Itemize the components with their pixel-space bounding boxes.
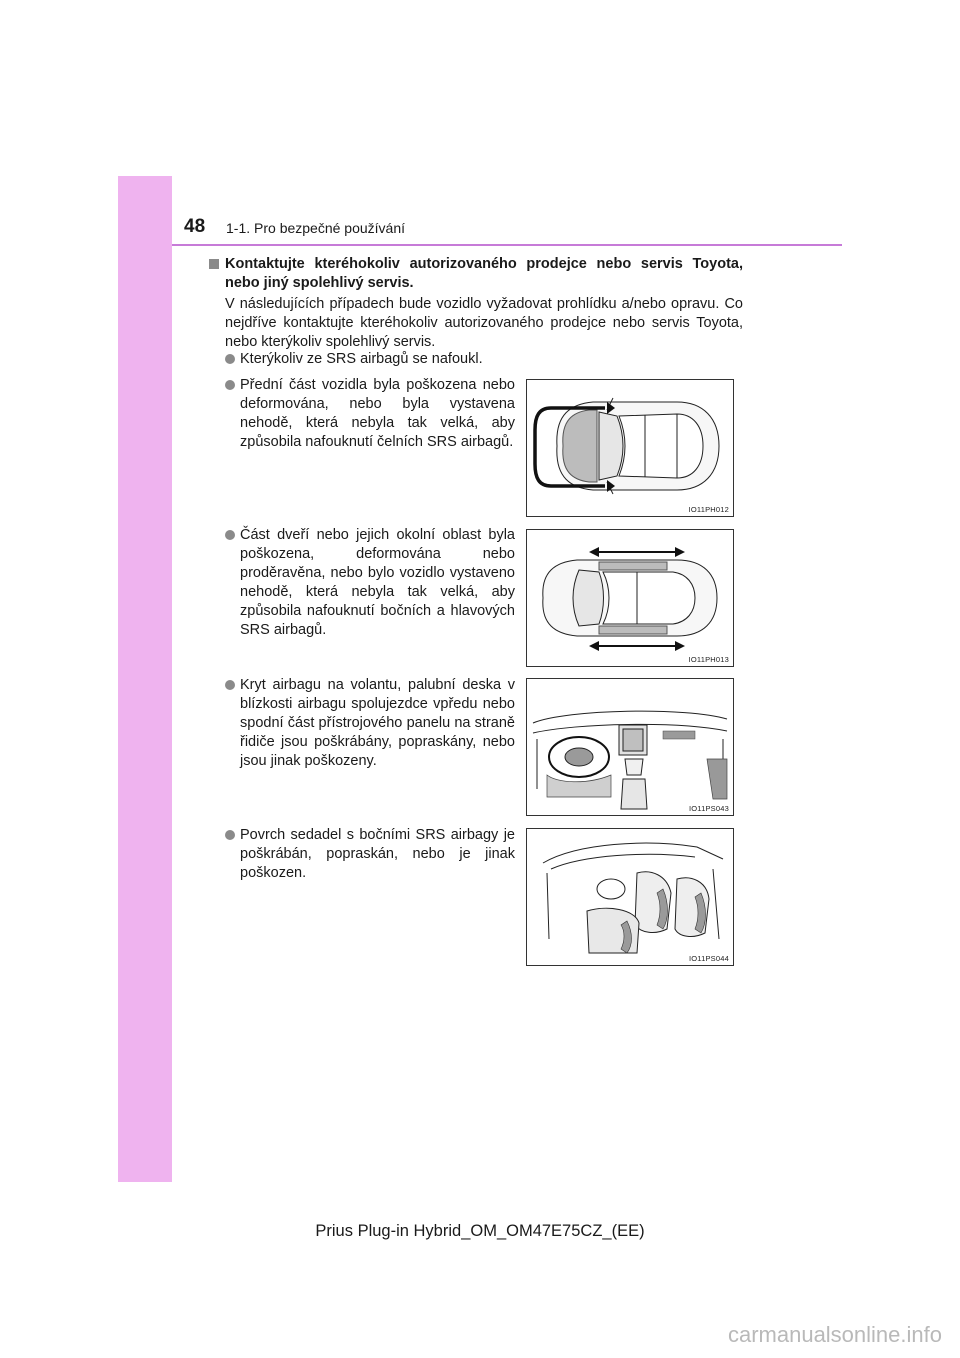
page-number: 48	[184, 216, 206, 237]
list-item	[225, 350, 743, 369]
figure-seats	[526, 828, 734, 966]
figure-front-damage	[526, 379, 734, 517]
car-top-view-illustration	[527, 380, 733, 516]
round-bullet-icon	[225, 380, 235, 390]
section-title: 1-1. Pro bezpečné používání	[226, 220, 406, 236]
list-item-text: Kterýkoliv ze SRS airbagů se nafoukl.	[240, 351, 483, 367]
list-item	[225, 526, 515, 640]
watermark: carmanualsonline.info	[727, 1322, 942, 1347]
page-footer: Prius Plug-in Hybrid_OM_OM47E75CZ_(EE)	[315, 1222, 645, 1240]
figure-dashboard	[526, 678, 734, 816]
figure-code: IO11PS044	[688, 954, 729, 963]
round-bullet-icon	[225, 530, 235, 540]
figure-code: IO11PH012	[688, 505, 729, 514]
seats-illustration	[527, 829, 733, 965]
list-item-text: Část dveří nebo jejich okolní oblast byla poškozena, deformována nebo proděravěna, nebo bylo vozidlo vystaveno nehodě, která nebyla tak velká, aby způsobila nafouknutí bočních a hlavových SRS airbagů.	[240, 527, 515, 638]
header-rule	[172, 244, 842, 246]
list-item-text: Kryt airbagu na volantu, palubní deska v blízkosti airbagu spolujezdce vpředu nebo spodní část přístrojového panelu na straně řidiče jsou poškrábány, popraskány, nebo jsou jinak poškozeny.	[240, 677, 515, 769]
heading-text: Kontaktujte kteréhokoliv autorizovaného prodejce nebo servis Toyota, nebo jiný spolehlivý servis.	[225, 256, 743, 291]
list-item	[225, 676, 515, 771]
figure-side-damage	[526, 529, 734, 667]
round-bullet-icon	[225, 354, 235, 364]
intro-paragraph: V následujících případech bude vozidlo vyžadovat prohlídku a/nebo opravu. Co nejdříve kontaktujte kteréhokoliv autorizovaného prodejce nebo servis Toyota, nebo kterýkoliv spolehlivý servis.	[225, 296, 743, 350]
figure-code: IO11PS043	[688, 804, 729, 813]
car-top-view-illustration	[527, 530, 733, 666]
list-item	[225, 826, 515, 883]
dashboard-illustration	[527, 679, 733, 815]
chapter-tab	[118, 176, 172, 1182]
list-item-text: Přední část vozidla byla poškozena nebo deformována, nebo byla vystavena nehodě, která nebyla tak velká, aby způsobila nafouknutí čelních SRS airbagů.	[240, 377, 515, 450]
figure-code: IO11PH013	[688, 655, 729, 664]
round-bullet-icon	[225, 680, 235, 690]
list-item-text: Povrch sedadel s bočními SRS airbagy je poškrábán, popraskán, nebo je jinak poškozen.	[240, 827, 515, 881]
section-heading	[209, 255, 743, 293]
round-bullet-icon	[225, 830, 235, 840]
square-bullet-icon	[209, 259, 219, 269]
list-item	[225, 376, 515, 452]
